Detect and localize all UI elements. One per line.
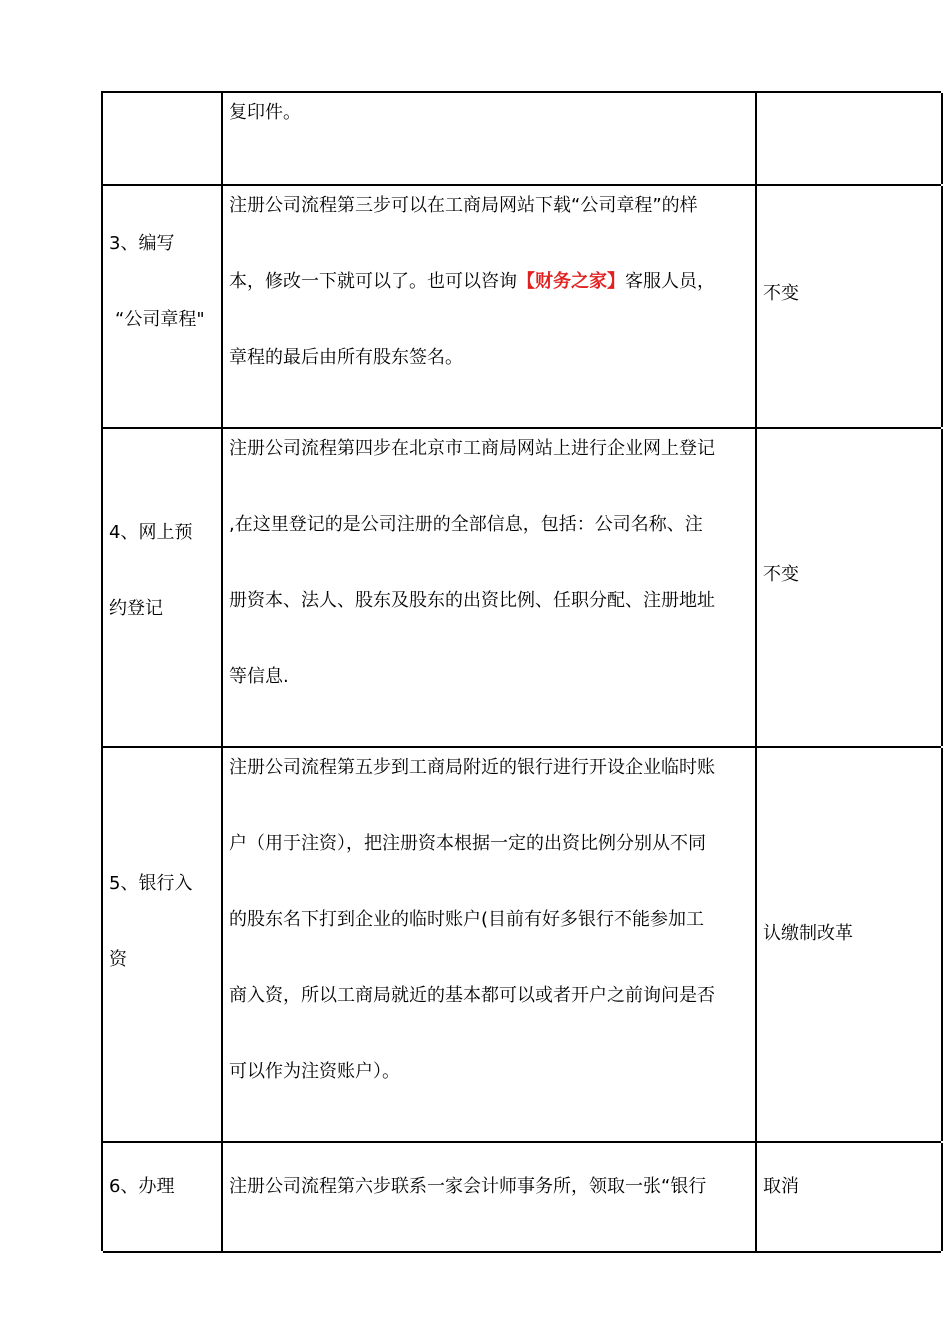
change-cell [757,1143,943,1251]
description-line: 户（用于注资），把注册资本根据一定的出资比例分别从不同 [229,833,706,854]
step-label-line: 3、编写 [109,233,175,254]
description-line: 注册公司流程第三步可以在工商局网站下载“公司章程”的样 [229,195,698,216]
change-cell [757,429,943,746]
step-cell [103,186,223,427]
description-line: 可以作为注资账户）。 [229,1061,400,1082]
description-cell [223,186,757,427]
description-line: 册资本、法人、股东及股东的出资比例、任职分配、注册地址 [229,590,715,611]
description-line: 等信息. [229,666,289,687]
step-label-line: 4、网上预 [109,522,193,543]
change-status: 不变 [763,283,799,304]
description-cell [223,429,757,746]
description-line: ,在这里登记的是公司注册的全部信息，包括：公司名称、注 [229,514,703,535]
change-cell [757,93,943,184]
description-line: 的股东名下打到企业的临时账户(目前有好多银行不能参加工 [229,909,705,930]
description-line: 注册公司流程第五步到工商局附近的银行进行开设企业临时账 [229,757,715,778]
registration-steps-table [101,91,941,1251]
change-status: 认缴制改革 [763,923,853,944]
description-text: 本，修改一下就可以了。也可以咨询 [229,271,517,292]
change-cell [757,748,943,1141]
table-row [103,1143,941,1253]
step-cell [103,1143,223,1251]
description-cell [223,748,757,1141]
step-label-line: “公司章程" [115,309,205,330]
description-line: 章程的最后由所有股东签名。 [229,347,463,368]
description-line: 复印件。 [229,102,301,123]
step-label-line: 5、银行入 [109,873,193,894]
description-cell [223,1143,757,1251]
change-status: 取消 [763,1176,799,1197]
description-line: 注册公司流程第六步联系一家会计师事务所，领取一张“银行 [229,1176,707,1197]
finance-home-highlight: 【财务之家】 [517,271,625,292]
description-line: 注册公司流程第四步在北京市工商局网站上进行企业网上登记 [229,438,715,459]
description-text: 客服人员， [625,271,715,292]
description-line: 商入资，所以工商局就近的基本都可以或者开户之前询问是否 [229,985,715,1006]
table-row [103,93,941,186]
step-cell [103,429,223,746]
description-line [229,270,715,294]
table-row [103,748,941,1143]
step-cell [103,748,223,1141]
step-label-line: 6、办理 [109,1176,175,1197]
change-status: 不变 [763,564,799,585]
table-row [103,186,941,429]
description-cell [223,93,757,184]
table-row [103,429,941,748]
step-cell [103,93,223,184]
step-label-line: 资 [109,949,127,970]
change-cell [757,186,943,427]
step-label-line: 约登记 [109,598,163,619]
